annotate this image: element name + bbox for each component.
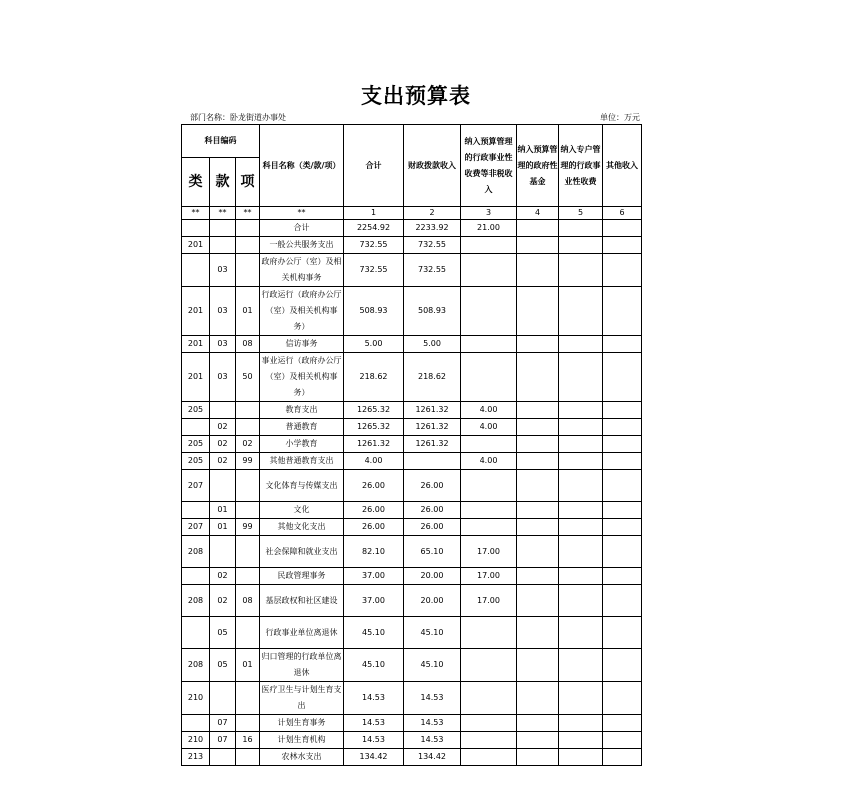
cell-fund — [517, 453, 559, 470]
cell-kuan: 05 — [210, 617, 236, 649]
cell-fee: 17.00 — [461, 585, 517, 617]
cell-total: 5.00 — [344, 336, 404, 353]
cell-lei: 207 — [182, 470, 210, 502]
cell-lei: 208 — [182, 649, 210, 682]
cell-xiang — [236, 402, 260, 419]
cell-kuan: 03 — [210, 254, 236, 287]
cell-fund — [517, 436, 559, 453]
cell-lei — [182, 715, 210, 732]
cell-fee — [461, 502, 517, 519]
index-cell: 3 — [461, 207, 517, 220]
cell-fiscal — [404, 453, 461, 470]
table-row — [182, 682, 642, 715]
cell-fiscal: 26.00 — [404, 519, 461, 536]
cell-special — [559, 649, 603, 682]
cell-total: 82.10 — [344, 536, 404, 568]
cell-lei: 208 — [182, 585, 210, 617]
cell-xiang: 01 — [236, 649, 260, 682]
cell-fee — [461, 649, 517, 682]
cell-lei: 205 — [182, 453, 210, 470]
cell-kuan: 03 — [210, 353, 236, 402]
cell-total: 218.62 — [344, 353, 404, 402]
cell-other — [603, 536, 642, 568]
table-row — [182, 732, 642, 749]
header-kuan: 款 — [210, 158, 236, 207]
cell-other — [603, 470, 642, 502]
index-cell: ** — [236, 207, 260, 220]
cell-other — [603, 254, 642, 287]
cell-total: 26.00 — [344, 470, 404, 502]
cell-name: 信访事务 — [260, 336, 344, 353]
cell-other — [603, 732, 642, 749]
cell-fund — [517, 585, 559, 617]
cell-other — [603, 237, 642, 254]
cell-fee — [461, 732, 517, 749]
cell-lei: 208 — [182, 536, 210, 568]
cell-lei: 201 — [182, 237, 210, 254]
cell-fiscal: 1261.32 — [404, 436, 461, 453]
cell-fund — [517, 220, 559, 237]
cell-lei — [182, 254, 210, 287]
cell-total: 4.00 — [344, 453, 404, 470]
cell-total: 1265.32 — [344, 419, 404, 436]
cell-fiscal: 45.10 — [404, 649, 461, 682]
cell-special — [559, 715, 603, 732]
cell-fund — [517, 254, 559, 287]
cell-kuan: 02 — [210, 568, 236, 585]
table-row — [182, 402, 642, 419]
cell-total: 508.93 — [344, 287, 404, 336]
table-row — [182, 617, 642, 649]
cell-xiang — [236, 682, 260, 715]
header-fiscal: 财政拨款收入 — [404, 125, 461, 207]
cell-total: 45.10 — [344, 617, 404, 649]
cell-other — [603, 649, 642, 682]
cell-name: 医疗卫生与计划生育支出 — [260, 682, 344, 715]
cell-xiang — [236, 419, 260, 436]
cell-fiscal: 14.53 — [404, 682, 461, 715]
cell-special — [559, 585, 603, 617]
cell-lei — [182, 617, 210, 649]
cell-special — [559, 682, 603, 715]
cell-lei — [182, 568, 210, 585]
cell-lei: 205 — [182, 402, 210, 419]
cell-name: 行政事业单位离退休 — [260, 617, 344, 649]
unit-label: 单位：万元 — [600, 113, 640, 122]
cell-total: 45.10 — [344, 649, 404, 682]
cell-lei: 201 — [182, 287, 210, 336]
cell-name: 计划生育事务 — [260, 715, 344, 732]
budget-table — [181, 124, 642, 766]
cell-name: 其他文化支出 — [260, 519, 344, 536]
cell-other — [603, 353, 642, 402]
cell-kuan: 01 — [210, 502, 236, 519]
cell-lei: 210 — [182, 682, 210, 715]
cell-special — [559, 617, 603, 649]
cell-kuan: 07 — [210, 732, 236, 749]
cell-special — [559, 732, 603, 749]
cell-xiang — [236, 617, 260, 649]
header-gov-fund: 纳入预算管理的政府性基金 — [517, 125, 559, 207]
cell-xiang: 99 — [236, 519, 260, 536]
cell-name: 其他普通教育支出 — [260, 453, 344, 470]
cell-kuan: 01 — [210, 519, 236, 536]
cell-lei: 213 — [182, 749, 210, 766]
cell-xiang — [236, 502, 260, 519]
cell-other — [603, 453, 642, 470]
cell-kuan — [210, 470, 236, 502]
cell-xiang — [236, 715, 260, 732]
cell-fund — [517, 649, 559, 682]
index-cell: 6 — [603, 207, 642, 220]
cell-fee: 21.00 — [461, 220, 517, 237]
cell-fee: 17.00 — [461, 536, 517, 568]
cell-kuan — [210, 749, 236, 766]
cell-special — [559, 336, 603, 353]
cell-name: 普通教育 — [260, 419, 344, 436]
cell-total: 1265.32 — [344, 402, 404, 419]
cell-special — [559, 237, 603, 254]
cell-fee: 4.00 — [461, 402, 517, 419]
cell-kuan: 05 — [210, 649, 236, 682]
cell-kuan — [210, 220, 236, 237]
cell-fiscal: 732.55 — [404, 237, 461, 254]
cell-lei: 205 — [182, 436, 210, 453]
cell-xiang — [236, 568, 260, 585]
header-lei: 类 — [182, 158, 210, 207]
cell-fiscal: 26.00 — [404, 502, 461, 519]
table-row — [182, 502, 642, 519]
cell-name: 政府办公厅（室）及相关机构事务 — [260, 254, 344, 287]
cell-fund — [517, 419, 559, 436]
index-cell: 4 — [517, 207, 559, 220]
cell-special — [559, 402, 603, 419]
table-row — [182, 220, 642, 237]
cell-other — [603, 568, 642, 585]
table-row — [182, 568, 642, 585]
cell-lei: 201 — [182, 336, 210, 353]
cell-total: 14.53 — [344, 682, 404, 715]
cell-name: 一般公共服务支出 — [260, 237, 344, 254]
cell-fund — [517, 502, 559, 519]
cell-fee — [461, 715, 517, 732]
cell-total: 26.00 — [344, 519, 404, 536]
table-row — [182, 649, 642, 682]
cell-fund — [517, 682, 559, 715]
cell-xiang — [236, 749, 260, 766]
cell-name: 小学教育 — [260, 436, 344, 453]
cell-fund — [517, 715, 559, 732]
cell-fee — [461, 436, 517, 453]
cell-xiang — [236, 254, 260, 287]
cell-other — [603, 617, 642, 649]
cell-fiscal: 134.42 — [404, 749, 461, 766]
cell-special — [559, 536, 603, 568]
cell-special — [559, 287, 603, 336]
cell-lei — [182, 502, 210, 519]
cell-other — [603, 419, 642, 436]
cell-total: 14.53 — [344, 732, 404, 749]
cell-total: 134.42 — [344, 749, 404, 766]
cell-fiscal: 508.93 — [404, 287, 461, 336]
cell-fee: 4.00 — [461, 453, 517, 470]
cell-special — [559, 749, 603, 766]
cell-fund — [517, 237, 559, 254]
cell-total: 37.00 — [344, 568, 404, 585]
cell-fiscal: 65.10 — [404, 536, 461, 568]
table-row — [182, 715, 642, 732]
index-cell: ** — [260, 207, 344, 220]
cell-fiscal: 26.00 — [404, 470, 461, 502]
cell-name: 计划生育机构 — [260, 732, 344, 749]
index-cell: ** — [182, 207, 210, 220]
cell-name: 社会保障和就业支出 — [260, 536, 344, 568]
cell-fund — [517, 732, 559, 749]
cell-other — [603, 436, 642, 453]
cell-kuan — [210, 682, 236, 715]
cell-fund — [517, 749, 559, 766]
cell-total: 37.00 — [344, 585, 404, 617]
cell-fund — [517, 336, 559, 353]
cell-total: 2254.92 — [344, 220, 404, 237]
cell-lei: 201 — [182, 353, 210, 402]
cell-fee — [461, 237, 517, 254]
header-name: 科目名称（类/款/项） — [260, 125, 344, 207]
cell-xiang: 08 — [236, 585, 260, 617]
cell-name: 文化 — [260, 502, 344, 519]
table-row — [182, 585, 642, 617]
table-row — [182, 519, 642, 536]
cell-fee — [461, 470, 517, 502]
cell-xiang: 16 — [236, 732, 260, 749]
cell-fund — [517, 402, 559, 419]
cell-lei — [182, 419, 210, 436]
cell-xiang — [236, 536, 260, 568]
cell-fiscal: 14.53 — [404, 715, 461, 732]
cell-kuan: 02 — [210, 436, 236, 453]
table-row — [182, 254, 642, 287]
cell-fiscal: 2233.92 — [404, 220, 461, 237]
index-cell: ** — [210, 207, 236, 220]
cell-name: 归口管理的行政单位离退休 — [260, 649, 344, 682]
cell-other — [603, 715, 642, 732]
cell-other — [603, 287, 642, 336]
index-cell: 1 — [344, 207, 404, 220]
cell-kuan: 03 — [210, 287, 236, 336]
table-row — [182, 470, 642, 502]
table-row — [182, 287, 642, 336]
cell-fee — [461, 254, 517, 287]
cell-xiang: 01 — [236, 287, 260, 336]
cell-kuan: 02 — [210, 419, 236, 436]
cell-fiscal: 45.10 — [404, 617, 461, 649]
cell-fiscal: 1261.32 — [404, 402, 461, 419]
cell-special — [559, 568, 603, 585]
cell-fund — [517, 519, 559, 536]
cell-special — [559, 453, 603, 470]
cell-name: 行政运行（政府办公厅（室）及相关机构事务） — [260, 287, 344, 336]
header-xiang: 项 — [236, 158, 260, 207]
cell-fund — [517, 617, 559, 649]
index-row — [182, 207, 642, 220]
cell-fiscal: 732.55 — [404, 254, 461, 287]
cell-lei: 210 — [182, 732, 210, 749]
cell-other — [603, 402, 642, 419]
cell-name: 文化体育与传媒支出 — [260, 470, 344, 502]
table-row — [182, 453, 642, 470]
cell-total: 26.00 — [344, 502, 404, 519]
cell-other — [603, 220, 642, 237]
cell-xiang: 99 — [236, 453, 260, 470]
cell-fiscal: 20.00 — [404, 568, 461, 585]
cell-name: 事业运行（政府办公厅（室）及相关机构事务） — [260, 353, 344, 402]
cell-kuan: 03 — [210, 336, 236, 353]
cell-kuan: 07 — [210, 715, 236, 732]
cell-xiang — [236, 220, 260, 237]
cell-other — [603, 585, 642, 617]
cell-fee — [461, 287, 517, 336]
cell-fund — [517, 568, 559, 585]
page-title: 支出预算表 — [361, 83, 471, 108]
cell-special — [559, 519, 603, 536]
table-row — [182, 419, 642, 436]
cell-lei — [182, 220, 210, 237]
cell-name: 基层政权和社区建设 — [260, 585, 344, 617]
cell-total: 732.55 — [344, 254, 404, 287]
cell-fund — [517, 287, 559, 336]
header-other: 其他收入 — [603, 125, 642, 207]
header-total: 合计 — [344, 125, 404, 207]
cell-kuan: 02 — [210, 453, 236, 470]
cell-name: 合计 — [260, 220, 344, 237]
cell-special — [559, 254, 603, 287]
cell-kuan: 02 — [210, 585, 236, 617]
cell-fee — [461, 617, 517, 649]
cell-xiang: 02 — [236, 436, 260, 453]
cell-xiang — [236, 237, 260, 254]
cell-kuan — [210, 237, 236, 254]
cell-fee: 17.00 — [461, 568, 517, 585]
cell-kuan — [210, 536, 236, 568]
cell-total: 14.53 — [344, 715, 404, 732]
cell-fund — [517, 536, 559, 568]
cell-total: 732.55 — [344, 237, 404, 254]
header-code-group: 科目编码 — [182, 125, 260, 158]
cell-xiang: 08 — [236, 336, 260, 353]
cell-other — [603, 519, 642, 536]
header-budget-fee: 纳入预算管理的行政事业性收费等非税收入 — [461, 125, 517, 207]
cell-special — [559, 353, 603, 402]
cell-kuan — [210, 402, 236, 419]
cell-xiang: 50 — [236, 353, 260, 402]
cell-fee — [461, 353, 517, 402]
cell-name: 民政管理事务 — [260, 568, 344, 585]
cell-fiscal: 20.00 — [404, 585, 461, 617]
cell-special — [559, 436, 603, 453]
cell-fiscal: 14.53 — [404, 732, 461, 749]
cell-fee — [461, 519, 517, 536]
cell-name: 教育支出 — [260, 402, 344, 419]
cell-fee — [461, 682, 517, 715]
cell-fiscal: 5.00 — [404, 336, 461, 353]
table-row — [182, 536, 642, 568]
index-cell: 2 — [404, 207, 461, 220]
cell-xiang — [236, 470, 260, 502]
cell-other — [603, 336, 642, 353]
cell-fiscal: 218.62 — [404, 353, 461, 402]
cell-special — [559, 419, 603, 436]
department-label: 部门名称：卧龙街道办事处 — [190, 113, 286, 122]
cell-special — [559, 470, 603, 502]
cell-fiscal: 1261.32 — [404, 419, 461, 436]
cell-fee: 4.00 — [461, 419, 517, 436]
cell-special — [559, 220, 603, 237]
table-row — [182, 436, 642, 453]
cell-fee — [461, 336, 517, 353]
table-row — [182, 749, 642, 766]
cell-lei: 207 — [182, 519, 210, 536]
cell-fund — [517, 470, 559, 502]
cell-other — [603, 749, 642, 766]
cell-other — [603, 502, 642, 519]
cell-special — [559, 502, 603, 519]
cell-total: 1261.32 — [344, 436, 404, 453]
header-special-fee: 纳入专户管理的行政事业性收费 — [559, 125, 603, 207]
cell-fund — [517, 353, 559, 402]
table-row — [182, 353, 642, 402]
table-row — [182, 237, 642, 254]
cell-fee — [461, 749, 517, 766]
index-cell: 5 — [559, 207, 603, 220]
cell-other — [603, 682, 642, 715]
cell-name: 农林水支出 — [260, 749, 344, 766]
table-row — [182, 336, 642, 353]
